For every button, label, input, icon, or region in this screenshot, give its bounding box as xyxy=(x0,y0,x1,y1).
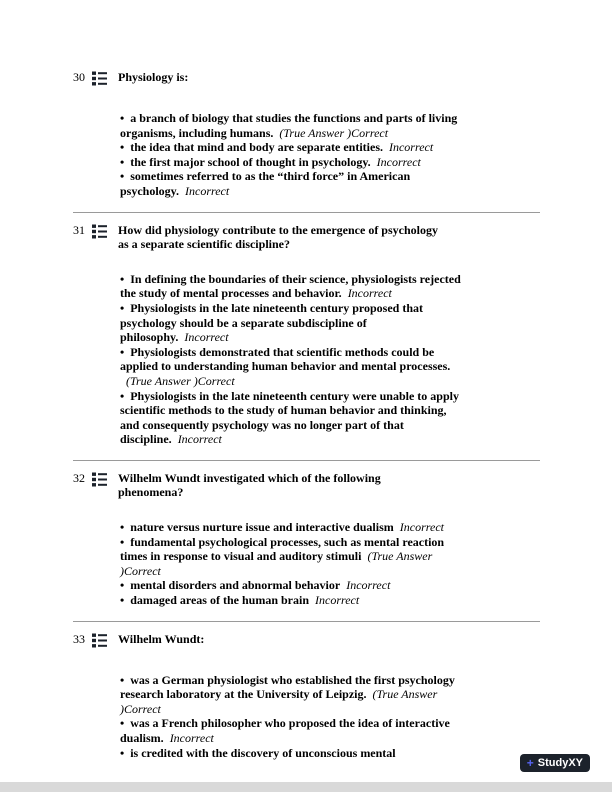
question-number: 32 xyxy=(73,470,85,485)
question-block xyxy=(73,621,540,761)
answer-text: mental disorders and abnormal behavior xyxy=(130,578,341,593)
bullet-icon: • xyxy=(120,140,125,155)
studyxy-label: StudyXY xyxy=(537,756,583,769)
answer-text: was a German physiologist who established the first psychology research laboratory at the University of Leipzig. xyxy=(120,672,455,702)
answer-text: In defining the boundaries of their science, physiologists rejected the study of mental processes and behavior. xyxy=(120,271,461,301)
answer-option xyxy=(120,345,468,389)
answer-verdict: (True Answer )Correct xyxy=(279,125,389,140)
answer-verdict: Incorrect xyxy=(184,330,229,345)
answer-verdict: Incorrect xyxy=(347,286,392,301)
bullet-icon: • xyxy=(120,534,125,549)
bullet-icon: • xyxy=(120,672,125,687)
bullet-icon: • xyxy=(120,111,125,125)
answer-option xyxy=(120,578,468,593)
answer-option xyxy=(120,301,468,345)
answer-text: Physiologists in the late nineteenth century proposed that psychology should be a separate subdiscipline of philosophy. xyxy=(120,300,423,345)
answer-verdict: Incorrect xyxy=(346,578,391,593)
page-edge xyxy=(0,782,612,792)
bullet-icon: • xyxy=(120,344,125,359)
answer-option xyxy=(120,716,468,745)
bullet-icon: • xyxy=(120,154,125,169)
answer-verdict: Incorrect xyxy=(169,731,214,745)
question-header xyxy=(73,223,540,252)
answer-option xyxy=(120,389,468,447)
bullet-icon: • xyxy=(120,169,125,184)
answer-options xyxy=(120,272,468,447)
answer-text: is credited with the discovery of unconscious mental xyxy=(130,745,396,760)
question-text: How did physiology contribute to the emergence of psychology as a separate scientific discipline? xyxy=(118,222,438,252)
answer-option xyxy=(120,272,468,301)
answer-text: nature versus nurture issue and interactive dualism xyxy=(130,520,394,535)
question-text: Wilhelm Wundt investigated which of the following phenomena? xyxy=(118,470,381,500)
bullet-icon: • xyxy=(120,716,125,731)
answer-text: Physiologists in the late nineteenth century were unable to apply scientific methods to the study of human behavior and thinking, and consequently psychology was no longer part of that discipline. xyxy=(120,388,459,447)
list-icon xyxy=(92,632,108,653)
question-text: Physiology is: xyxy=(118,70,189,84)
answer-text: was a French philosopher who proposed the idea of interactive dualism. xyxy=(120,716,450,745)
question-text: Wilhelm Wundt: xyxy=(118,631,205,646)
answer-verdict: Incorrect xyxy=(315,593,360,608)
answer-verdict: (True Answer )Correct xyxy=(126,373,235,388)
list-icon xyxy=(92,70,108,91)
answer-option xyxy=(120,155,468,170)
answer-option xyxy=(120,593,468,608)
answer-verdict: (True Answer )Correct xyxy=(120,687,438,716)
answer-option xyxy=(120,673,468,717)
answer-option xyxy=(120,535,468,579)
question-header xyxy=(73,471,540,500)
question-block xyxy=(73,212,540,447)
answer-options xyxy=(120,520,468,608)
question-block xyxy=(73,460,540,608)
answer-text: fundamental psychological processes, such as mental reaction times in response to visual and auditory stimuli xyxy=(120,534,445,564)
bullet-icon: • xyxy=(120,745,125,760)
answer-text: the first major school of thought in psychology. xyxy=(130,154,371,169)
answer-option xyxy=(120,520,468,535)
answer-options xyxy=(120,673,468,761)
question-number: 30 xyxy=(73,70,85,84)
list-icon xyxy=(92,223,108,244)
answer-option xyxy=(120,111,468,140)
answer-verdict: Incorrect xyxy=(399,520,444,535)
question-number: 33 xyxy=(73,631,85,646)
question-header xyxy=(73,632,540,653)
studyxy-badge[interactable] xyxy=(520,754,590,772)
bullet-icon: • xyxy=(120,520,125,535)
bullet-icon: • xyxy=(120,388,125,403)
question-header xyxy=(73,70,540,91)
answer-text: damaged areas of the human brain xyxy=(130,593,309,608)
answer-verdict: Incorrect xyxy=(376,154,421,169)
question-block xyxy=(73,70,540,199)
answer-verdict: Incorrect xyxy=(177,432,222,447)
question-list xyxy=(73,70,540,760)
answer-option xyxy=(120,140,468,155)
answer-verdict: Incorrect xyxy=(185,183,230,198)
answer-text: the idea that mind and body are separate entities. xyxy=(130,140,383,155)
answer-text: sometimes referred to as the “third force” in American psychology. xyxy=(120,169,411,198)
list-icon xyxy=(92,471,108,492)
answer-option xyxy=(120,169,468,198)
question-divider xyxy=(73,621,540,622)
bullet-icon: • xyxy=(120,593,125,608)
plus-icon: + xyxy=(526,756,534,770)
answer-options xyxy=(120,111,468,199)
answer-verdict: (True Answer )Correct xyxy=(120,549,433,578)
question-divider xyxy=(73,212,540,213)
bullet-icon: • xyxy=(120,271,125,286)
answer-verdict: Incorrect xyxy=(388,140,434,155)
bullet-icon: • xyxy=(120,578,125,593)
question-divider xyxy=(73,460,540,461)
answer-text: Physiologists demonstrated that scientific methods could be applied to understanding human behavior and mental processes. xyxy=(120,344,451,374)
answer-text: a branch of biology that studies the functions and parts of living organisms, including humans. xyxy=(120,111,458,140)
question-number: 31 xyxy=(73,222,85,237)
answer-option xyxy=(120,746,468,761)
bullet-icon: • xyxy=(120,300,125,315)
